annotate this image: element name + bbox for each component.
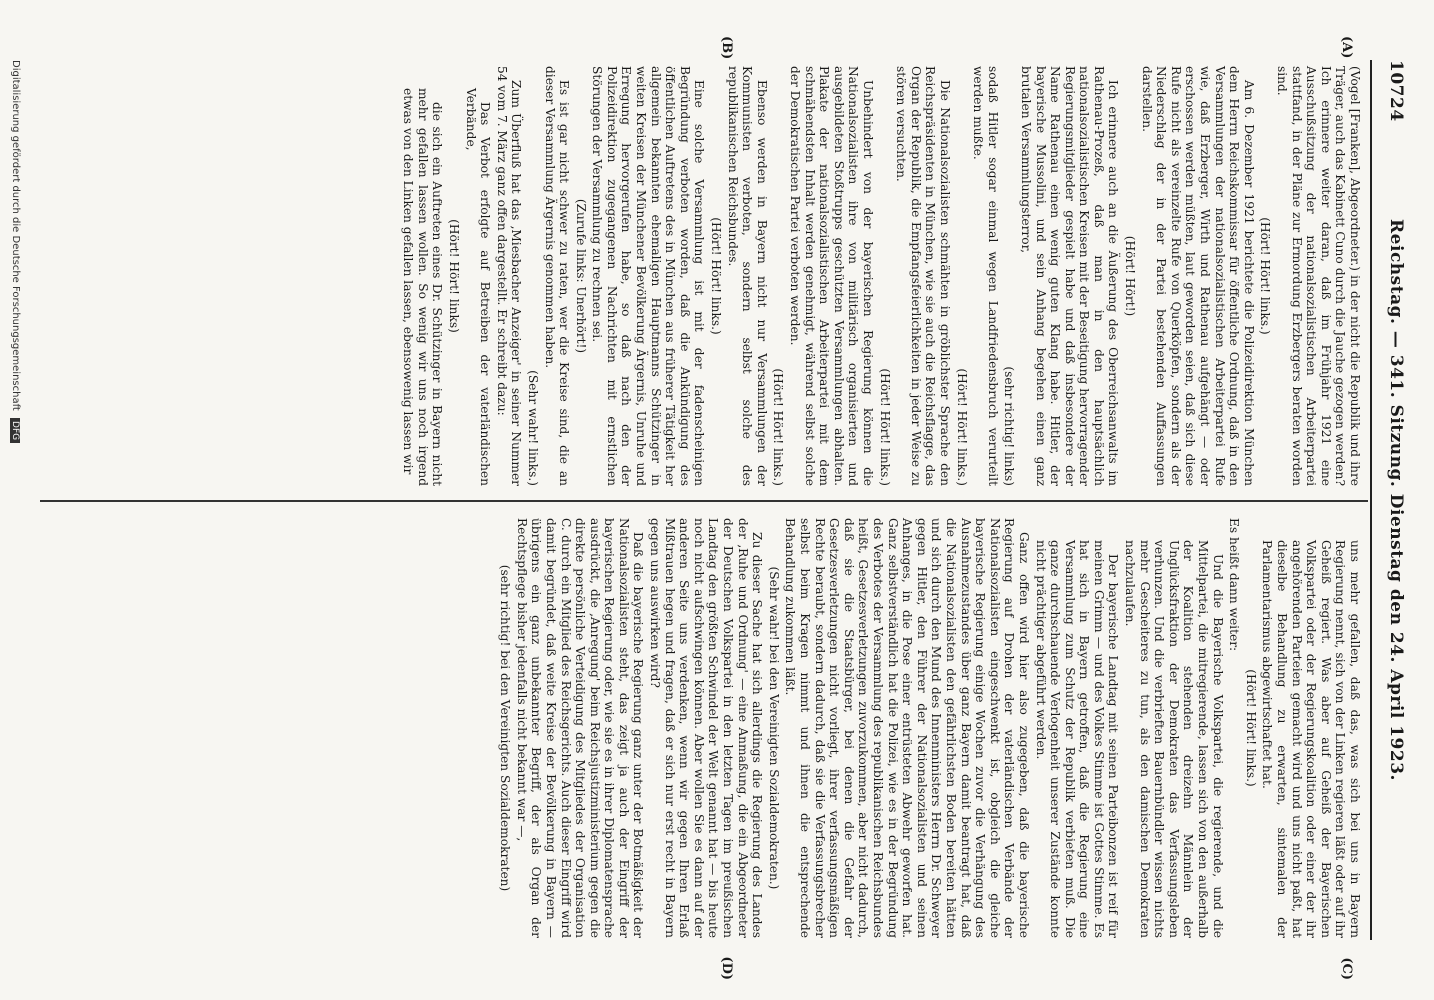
- footer-text: Digitalisierung gefördert durch die Deutsche Forschungsgemeinschaft: [10, 60, 21, 411]
- paragraph: Unbehindert von der bayerischen Regierung können die Nationalsozialisten ihre von militärisch organisierten und ausgebildeten Stoßtrupps geschützten Versammlungen abhalten. Plakate der nationalsozialistischen Arbeiterpartei mit dem schmähendsten Inhalt werden genehmigt, während selbst solche der Demokratischen Partei verboten werden.: [788, 66, 875, 486]
- interjection: (Hört! Hört! links.): [1243, 669, 1258, 787]
- interjection: (Sehr wahr! bei den Vereinigten Sozialdemokraten.): [766, 566, 781, 890]
- page-header: [1376, 60, 1406, 940]
- paragraph: Ich erinnere auch an die Äußerung des Oberreichsanwalts im Rathenau-Prozeß, daß man in den hauptsächlich nationalsozialistischen Kreisen mit der Beseitigung hervorragender Regierungsmitglieder gespielt habe und daß insbesondere der Name Rathenau einen wenig guten Klang habe. Hitler, der bayerische Mussolini, und sein Anhang begehen einen ganz brutalen Versammlungsterror,: [1018, 66, 1121, 486]
- margin-marker-c: (C): [1339, 957, 1354, 980]
- paragraph: Es heißt dann weiter:: [1227, 518, 1242, 652]
- quote: die sich ein Auftreten eines Dr. Schützinger in Bayern nicht mehr gefallen lassen wollen. So wenig wir uns noch irgend etwas von den Linken gefallen lassen, ebensowenig lassen wir: [401, 88, 445, 486]
- footer: [10, 60, 21, 940]
- paragraph: Zu dieser Sache hat sich allerdings die Regierung des Landes der ‚Ruhe und Ordnung' — eine Anmaßung, die ein Abgeordneter der Deutschen Volkspartei in den letzten Tagen im preußischen Landtag den größten Schwindel der Welt genannt hat — bis heute noch nicht aufschwingen können. Aber wollen Sie es dann auf der anderen Seite uns verdenken, wenn wir gegen Ihren Erlaß Mißtrauen hegen und fragen, daß er sich nur erst recht in Bayern gegen uns auswirken wird?: [648, 518, 765, 938]
- paragraph: Ganz offen wird hier also zugegeben, daß die bayerische Regierung auf Drohen der vaterländischen Verbände der Nationalsozialisten eingeschwenkt ist, obgleich die gleiche bayerische Regierung einige Wochen zuvor die Verhängung des Ausnahmezustandes über ganz Bayern damit beantragt hat, daß die Nationalsozialisten den gefährlichsten Boden bereiten hätten und sich durch den Mund des Innenministers Herrn Dr. Schweyer gegen Hitler, den Führer der Nationalsozialisten und seinen Anhanges, in die Pose einer entrüsteten Abwehr geworfen hat. Ganz selbstverständlich hat die Polizei, wie es in der Begründung des Verbotes der Versammlung des republikanischen Reichsbundes heißt, Gesetzesverletzungen zuvorzukommen, aber nicht dadurch, daß sie die Staatsbürger, bei denen die Gefahr der Gesetzesverletzungen nicht vorliegt, ihrer verfassungsmäßigen Rechte beraubt, sondern dadurch, daß sie die Verfassungsbrecher selbst beim Kragen nimmt und ihnen die entsprechende Behandlung zukommen läßt.: [783, 518, 1031, 938]
- left-column: [399, 66, 1362, 486]
- interjection: (Hört! Hört!): [1123, 235, 1138, 317]
- interjection: (Hört! Hört! links.): [771, 368, 786, 486]
- interjection: (Zurufe links: Unerhört!): [573, 198, 588, 354]
- paragraph: Zum Überfluß hat das ‚Miesbacher Anzeiger' in seiner Nummer 54 vom 7. März ganz offen dargestellt. Er schreibt dazu:: [494, 66, 524, 486]
- session-title: Reichstag. — 341. Sitzung. Dienstag den 24. April 1923.: [1386, 219, 1406, 781]
- margin-marker-d: (D): [719, 956, 734, 980]
- interjection: (Hört! Hört! links.): [954, 368, 969, 486]
- interjection: (sehr richtig! links): [1002, 366, 1017, 486]
- paragraph: Die Nationalsozialisten schmähten in gröblichster Sprache den Reichspräsidenten in München, wie sie auch die Reichsflagge, das Organ der Republik, die Empfangsfeierlichkeiten in jeder Weise zu stören versuchten.: [894, 66, 952, 486]
- paragraph: Es ist gar nicht schwer zu raten, wer die Kreise sind, die an dieser Versammlung Ärgernis genommen haben.: [542, 66, 572, 486]
- quote: uns mehr gefallen, daß das, was sich bei uns in Bayern Regierung nennt, sich von der Linken regieren läßt oder auf ihr Geheiß regiert. Was aber auf Geheiß der Bayerischen Volkspartei oder der Regierungskoalition oder einer der ihr angehörenden Parteien gemacht wird und uns nicht paßt, hat dieselbe Behandlung zu erwarten, sintemalen der Parlamentarismus abgewirtschaftet hat.: [1260, 540, 1362, 938]
- quote: Das Verbot erfolgte auf Betreiben der vaterländischen Verbände,: [463, 88, 493, 486]
- interjection: (Hört! Hört! links.): [1258, 217, 1273, 335]
- margin-marker-b: (B): [719, 36, 734, 60]
- interjection: (Sehr wahr! links.): [525, 370, 540, 486]
- interjection: (Hört! Hört! links.): [709, 217, 724, 335]
- quote: Und die Bayerische Volkspartei, die regierende, und die Mittelpartei, die mitregierende, lassen sich von den außerhalb der Koalition stehenden dreizehn Männlein der Unglücksfraktion der Demokraten das Verfassungsleben verhunzen. Und die verbrieften Bauernbündler wissen nichts mehr Gescheiteres zu tun, als den damischen Demokraten nachzulaufen.: [1123, 540, 1225, 938]
- quote: Der bayerische Landtag mit seinen Parteibonzen ist reif für meinen Grimm — und des Volkes Stimme ist Gottes Stimme. Es hat sich in Bayern getroffen, daß die Regierung eine Versammlung zum Schutz der Republik verbieten muß. Die ganze durchschauende Verlogenheit unserer Zustände konnte nicht prächtiger abgeführt werden.: [1033, 540, 1121, 938]
- dfg-logo: DFG: [10, 418, 20, 443]
- right-column: [496, 518, 1362, 938]
- paragraph: sodaß Hitler sogar einmal wegen Landfriedensbruch verurteilt werden mußte.: [971, 66, 1000, 486]
- interjection: (Hört! Hört! links): [446, 219, 461, 333]
- interjection: (Hört! Hört! links.): [877, 368, 892, 486]
- column-divider: [40, 500, 1368, 502]
- margin-marker-a: (A): [1339, 36, 1354, 59]
- paragraph: Ebenso werden in Bayern nicht nur Versammlungen der Kommunisten verboten, sondern selbst solche des republikanischen Reichsbundes.: [725, 66, 769, 486]
- paragraph: Daß die bayerische Regierung ganz unter der Botmäßigkeit der Nationalsozialisten steht, das zeigt ja auch der Eingriff der bayerischen Regierung oder, wie sie es in ihrer Diplomatensprache ausdrückt, die ‚Anregung' beim Reichsjustizministerium gegen die direkte persönliche Verteidigung des Mitgliedes der Organisation C. durch ein Mitglied des Reichsgerichts. Auch dieser Eingriff wird damit begründet, daß weite Kreise der Bevölkerung in Bayern — übrigens ein ganz unbekannter Begriff, der als Organ der Rechtspflege bisher jedenfalls nicht bekannt war —,: [514, 518, 646, 938]
- paragraph: Eine solche Versammlung ist mit der fadenscheinigen Begründung verboten worden, daß die Ankündigung des öffentlichen Auftretens des in München aus früherer Tätigkeit her allgemein bekannten ehemaligen Hauptmanns Schützinger in weiten Kreisen der Münchener Bevölkerung Ärgernis, Unruhe und Erregung hervorgerufen habe, so daß nach den der Polizeidirektion zugegangenen Nachrichten mit ernstlichen Störungen der Versammlung zu rechnen sei.: [590, 66, 707, 486]
- paragraph: Am 6. Dezember 1921 berichtete die Polizeidirektion München dem Herrn Reichskommissar für öffentliche Ordnung, daß in den Versammlungen der nationalsozialistischen Arbeiterpartei Rufe wie, daß Erzberger, Wirth und Rathenau aufgehängt — oder erschossen werden müßten, laut geworden seien, daß sich diese Rufe nicht als vereinzelte Rufe von Querköpfen, sondern als der Niederschlag der in der Partei bestehenden Auffassungen darstellen.: [1139, 66, 1256, 486]
- header-rule: [1370, 60, 1372, 940]
- page-number: 10724: [1386, 60, 1406, 122]
- paragraph: (Vogel [Franken], Abgeordneter.) in der nicht die Republik und ihre Träger, auch das Kabinett Cuno durch die Jauche gezogen werden? Ich erinnere weiter daran, daß im Frühjahr 1921 eine Ausschußsitzung der nationalsozialistischen Arbeiterpartei stattfand, in der Pläne zur Ermordung Erzbergers beraten worden sind.: [1275, 66, 1362, 486]
- interjection: (sehr richtig! bei den Vereinigten Sozialdemokraten): [498, 564, 513, 892]
